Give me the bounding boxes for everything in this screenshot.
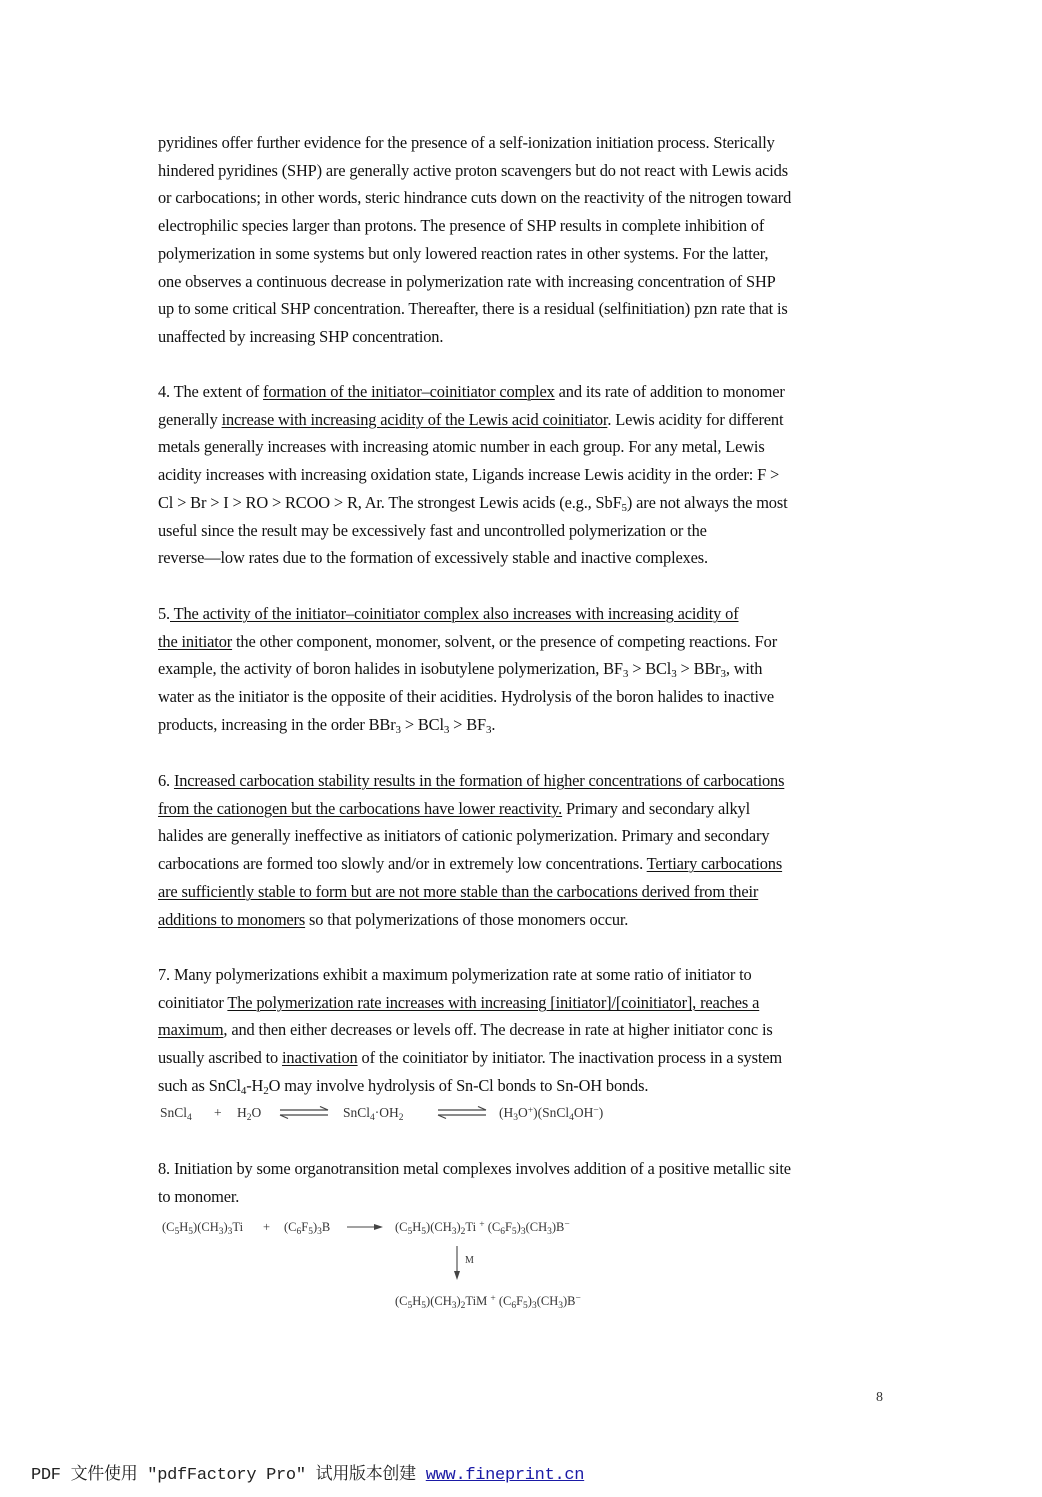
formula-part: )B: [562, 1294, 576, 1308]
superscript: +: [479, 1220, 485, 1230]
eq-reactant-titanium: [162, 1220, 243, 1235]
text-line: [158, 378, 898, 406]
reaction-arrow-icon: [346, 1222, 384, 1232]
subscript: 4: [370, 1113, 375, 1123]
subscript: 3: [451, 1301, 457, 1311]
subscript: 2: [263, 1084, 269, 1097]
eq-reactant-sncl4: [160, 1105, 192, 1121]
text-line: [158, 711, 898, 739]
subscript: 3: [531, 1301, 537, 1311]
subscript: 2: [398, 1113, 404, 1123]
text-line: 8. Initiation by some organotransition metal complexes involves addition of a positive metallic site: [158, 1159, 791, 1178]
text-line: reverse—low rates due to the formation of excessively stable and inactive complexes.: [158, 548, 708, 568]
formula-part: (CH: [536, 1294, 559, 1308]
superscript: −: [593, 1106, 599, 1116]
formula-part: ): [598, 1105, 604, 1120]
text-run: example, the activity of boron halides in isobutylene polymerization, BF: [158, 659, 623, 679]
text-run: such as SnCl: [158, 1075, 241, 1095]
subscript: 5: [421, 1301, 427, 1311]
eq-product-propagating-species: [395, 1294, 581, 1309]
text-run: and its rate of addition to monomer: [554, 382, 785, 401]
subscript: 3: [520, 1227, 526, 1237]
text-line: [158, 628, 898, 656]
formula-part: (C: [284, 1220, 297, 1234]
text-run: O may involve hydrolysis of Sn-Cl bonds to Sn-OH bonds.: [268, 1075, 649, 1095]
text-run: carbocations are formed too slowly and/or in extremely low concentrations.: [158, 854, 647, 874]
eq-product-ion-pair: [499, 1105, 603, 1121]
page-number: 8: [876, 1390, 883, 1405]
text-line: water as the initiator is the opposite of their acidities. Hydrolysis of the boron halides to inactive: [158, 687, 775, 707]
text-line: 7. Many polymerizations exhibit a maximum polymerization rate at some ratio of initiator to: [158, 965, 752, 984]
formula-part: (CH: [525, 1220, 548, 1234]
formula-part: H: [412, 1294, 422, 1308]
subscript: 4: [187, 1113, 192, 1123]
text-run: usually ascribed to: [158, 1048, 282, 1068]
text-line: or carbocations; in other words, steric hindrance cuts down on the reactivity of the nitrogen toward: [158, 188, 792, 208]
formula-part: OH: [573, 1105, 594, 1120]
underlined-text: from the cationogen but the carbocations have lower reactivity.: [158, 798, 563, 818]
formula-part: Ti: [232, 1220, 244, 1234]
formula-part: O: [518, 1105, 528, 1120]
text-line: [158, 989, 898, 1017]
text-run: the other component, monomer, solvent, or the presence of competing reactions. For: [232, 631, 778, 651]
superscript: +: [527, 1106, 534, 1116]
equilibrium-arrow-icon: [278, 1106, 330, 1120]
underlined-text: inactivation: [282, 1048, 358, 1068]
subscript: 3: [218, 1227, 224, 1237]
text-run: > BBr: [676, 659, 721, 679]
formula-part: )B: [551, 1220, 565, 1234]
superscript: −: [564, 1220, 570, 1230]
formula-part: (C: [395, 1294, 408, 1308]
text-line: pyridines offer further evidence for the presence of a self-ionization initiation process. Sterically: [158, 133, 775, 152]
formula-part: ·OH: [374, 1105, 399, 1120]
text-run: > BCl: [628, 659, 672, 679]
subscript: 3: [671, 668, 677, 681]
eq-reactant-water: [237, 1105, 261, 1121]
watermark-text: PDF 文件使用 "pdfFactory Pro" 试用版本创建: [31, 1466, 426, 1485]
text-run: products, increasing in the order BBr: [158, 714, 396, 734]
underlined-text: formation of the initiator–coinitiator complex: [263, 382, 555, 401]
formula-part: (C: [498, 1294, 512, 1308]
text-run: of the coinitiator by initiator. The inactivation process in a system: [357, 1048, 782, 1068]
underlined-text: are sufficiently stable to form but are not more stable than the carbocations derived from their: [158, 881, 759, 901]
formula-part: )(CH: [193, 1220, 219, 1234]
text-line: [158, 655, 898, 683]
text-line: up to some critical SHP concentration. Thereafter, there is a residual (selfinitiation) pzn rate that is: [158, 299, 788, 319]
formula-part: )(SnCl: [533, 1105, 570, 1120]
paragraph-point-8: [158, 1155, 898, 1210]
subscript: 3: [443, 723, 450, 736]
eq-plus-sign: +: [214, 1105, 222, 1120]
text-line: electrophilic species larger than protons. The presence of SHP results in complete inhibition of: [158, 216, 765, 236]
text-line: [158, 878, 898, 906]
subscript: 3: [720, 668, 726, 681]
subscript: 3: [558, 1301, 563, 1311]
fineprint-link[interactable]: www.fineprint.cn: [425, 1466, 585, 1485]
underlined-text: The activity of the initiator–coinitiator complex also increases with increasing acidity of: [170, 604, 739, 623]
subscript: 3: [451, 1227, 457, 1237]
subscript: 6: [500, 1227, 505, 1237]
subscript: 3: [547, 1227, 552, 1237]
text-line: one observes a continuous decrease in polymerization rate with increasing concentration of SHP: [158, 271, 776, 291]
subscript: 6: [511, 1301, 517, 1311]
text-run: .: [491, 714, 496, 734]
formula-part: ): [456, 1294, 461, 1308]
subscript: 5: [407, 1301, 413, 1311]
pdf-watermark-footer: [31, 1459, 584, 1485]
text-run: , and then either decreases or levels off. The decrease in rate at higher initiator conc is: [223, 1020, 773, 1040]
text-line: useful since the result may be excessively fast and uncontrolled polymerization or the: [158, 520, 707, 540]
text-line: [158, 600, 898, 628]
text-run: 4. The extent of: [158, 382, 264, 401]
text-line: hindered pyridines (SHP) are generally active proton scavengers but do not react with Lewis acids: [158, 160, 788, 180]
subscript: 3: [395, 723, 401, 736]
reaction-arrow-down-icon: [451, 1245, 463, 1281]
subscript: 5: [511, 1227, 517, 1237]
underlined-text: increase with increasing acidity of the Lewis acid coinitiator: [221, 409, 608, 429]
text-line: polymerization in some systems but only lowered reaction rates in other systems. For the latter,: [158, 243, 769, 263]
subscript: 3: [622, 668, 629, 681]
text-line: [158, 1044, 898, 1072]
text-line: to monomer.: [158, 1186, 240, 1206]
formula-part: O: [251, 1105, 262, 1120]
text-line: [158, 795, 898, 823]
text-line: [158, 1072, 898, 1100]
formula-part: (C: [487, 1220, 501, 1234]
formula-part: ): [223, 1220, 228, 1234]
text-run: > BF: [449, 714, 486, 734]
subscript: 4: [569, 1113, 574, 1123]
arrow-label-monomer: M: [465, 1255, 474, 1266]
formula-part: B: [321, 1220, 331, 1234]
text-line: [158, 767, 898, 795]
subscript: 3: [227, 1227, 233, 1237]
subscript: 3: [513, 1113, 518, 1123]
text-run: 5.: [158, 604, 170, 623]
underlined-text: Tertiary carbocations: [646, 854, 783, 874]
subscript: 5: [621, 501, 627, 514]
subscript: 5: [523, 1301, 528, 1311]
eq-reactant-borane: [284, 1220, 330, 1235]
subscript: 3: [485, 723, 492, 736]
eq-product-cation-pair: [395, 1220, 570, 1235]
underlined-text: maximum: [158, 1020, 224, 1040]
text-run: > BCl: [400, 714, 444, 734]
text-run: -H: [246, 1075, 264, 1095]
subscript: 5: [174, 1227, 180, 1237]
text-run: , with: [725, 659, 763, 679]
superscript: +: [490, 1294, 496, 1304]
formula-part: (C: [162, 1220, 175, 1234]
subscript: 4: [240, 1084, 247, 1097]
subscript: 5: [308, 1227, 313, 1237]
formula-part: )(CH: [426, 1220, 452, 1234]
underlined-text: additions to monomers: [158, 909, 306, 929]
underlined-text: the initiator: [158, 631, 233, 651]
paragraph-intro: [158, 129, 898, 351]
text-run: Primary and secondary alkyl: [562, 798, 750, 818]
formula-part: ): [516, 1220, 521, 1234]
text-run: so that polymerizations of those monomers occur.: [305, 909, 629, 929]
formula-part: H: [179, 1220, 189, 1234]
paragraph-point-5: [158, 600, 898, 739]
subscript: 2: [246, 1113, 252, 1123]
formula-part: H: [237, 1105, 247, 1120]
text-line: [158, 489, 898, 517]
text-run: generally: [158, 409, 222, 429]
formula-part: F: [301, 1220, 309, 1234]
formula-part: ): [456, 1220, 461, 1234]
subscript: 2: [460, 1301, 466, 1311]
text-line: unaffected by increasing SHP concentration.: [158, 326, 444, 346]
underlined-text: Increased carbocation stability results in the formation of higher concentrations of carbocations: [173, 771, 785, 790]
text-run: 6.: [158, 771, 174, 790]
formula-part: F: [516, 1294, 524, 1308]
underlined-text: The polymerization rate increases with increasing [initiator]/[coinitiator], reaches a: [227, 992, 760, 1012]
text-run: . Lewis acidity for different: [607, 409, 784, 429]
subscript: 2: [460, 1227, 466, 1237]
subscript: 5: [407, 1227, 413, 1237]
paragraph-point-6: [158, 767, 898, 933]
subscript: 6: [296, 1227, 302, 1237]
paragraph-point-7: [158, 961, 898, 1100]
eq-plus-sign: +: [263, 1220, 271, 1234]
text-line: [158, 1016, 898, 1044]
formula-part: ): [527, 1294, 532, 1308]
formula-part: H: [412, 1220, 422, 1234]
superscript: −: [575, 1294, 581, 1304]
equilibrium-arrow-icon: [436, 1106, 488, 1120]
text-line: metals generally increases with increasing atomic number in each group. For any metal, Lewis: [158, 437, 765, 457]
text-run: coinitiator: [158, 992, 228, 1012]
subscript: 5: [421, 1227, 427, 1237]
formula-part: SnCl: [160, 1105, 188, 1120]
formula-part: (C: [395, 1220, 408, 1234]
text-line: [158, 406, 898, 434]
text-run: Cl > Br > I > RO > RCOO > R, Ar. The strongest Lewis acids (e.g., SbF: [158, 492, 622, 512]
eq-intermediate-complex: [343, 1105, 404, 1121]
text-run: ) are not always the most: [626, 492, 788, 512]
subscript: 3: [317, 1227, 322, 1237]
text-line: halides are generally ineffective as initiators of cationic polymerization. Primary and secondary: [158, 826, 770, 846]
text-line: acidity increases with increasing oxidation state, Ligands increase Lewis acidity in the order: F >: [158, 465, 780, 485]
formula-part: ): [312, 1220, 318, 1234]
formula-part: F: [504, 1220, 512, 1234]
formula-part: TiM: [465, 1294, 488, 1308]
formula-part: (H: [499, 1105, 514, 1120]
formula-part: )(CH: [426, 1294, 452, 1308]
formula-part: Ti: [465, 1220, 477, 1234]
paragraph-point-4: [158, 378, 898, 572]
formula-part: SnCl: [343, 1105, 371, 1120]
text-line: [158, 850, 898, 878]
subscript: 5: [188, 1227, 194, 1237]
text-line: [158, 906, 898, 934]
